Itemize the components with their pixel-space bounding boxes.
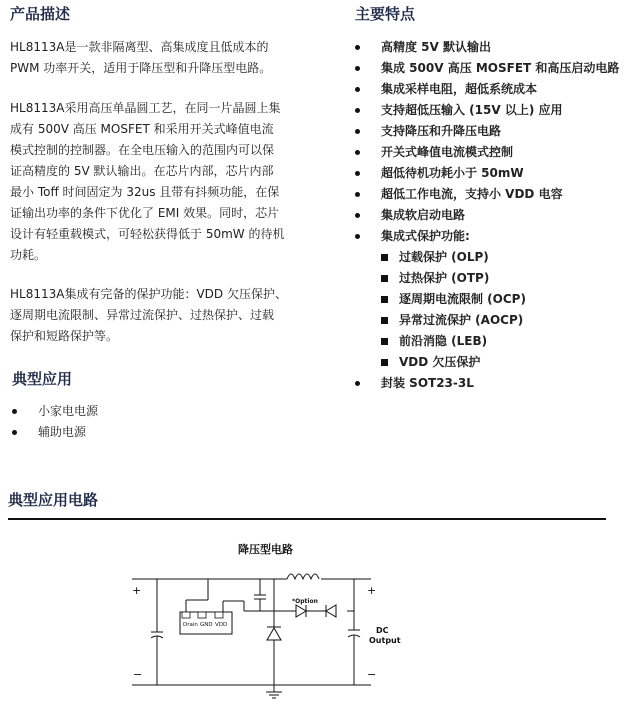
paragraph-line: 功耗。 — [10, 248, 47, 262]
applications-heading: 典型应用 — [12, 370, 73, 388]
paragraph-line: 模式控制的控制器。在全电压输入的范围内可以保 — [10, 143, 275, 157]
option-diode-icon — [296, 605, 306, 617]
pin-drain-label: Drain — [183, 622, 198, 628]
input-minus-label: − — [133, 668, 143, 681]
paragraph-line: 设计有轻重载模式，可轻松获得低于 50mW 的待机 — [10, 227, 285, 241]
input-plus-label: + — [132, 584, 142, 597]
product-description-heading: 产品描述 — [10, 5, 71, 23]
paragraph-line: 成有 500V 高压 MOSFET 和采用开关式峰值电流 — [10, 122, 274, 136]
key-features-heading: 主要特点 — [355, 5, 416, 23]
paragraph-line: 证输出功率的条件下优化了 EMI 效果。同时，芯片 — [10, 206, 280, 220]
paragraph-line: HL8113A采用高压单晶圆工艺，在同一片晶圆上集 — [10, 101, 281, 115]
paragraph-line: PWM 功率开关，适用于降压型和升降压型电路。 — [10, 61, 272, 75]
paragraph-line: 保护和短路保护等。 — [10, 329, 119, 343]
paragraph-line: HL8113A集成有完备的保护功能：VDD 欠压保护、 — [10, 287, 287, 301]
paragraph-line: 证高精度的 5V 默认输出。在芯片内部，芯片内部 — [10, 164, 274, 178]
circuit-title: 降压型电路 — [238, 543, 293, 556]
freewheel-diode-icon — [267, 628, 281, 640]
paragraph-line: 逐周期电流限制、异常过流保护、过热保护、过载 — [10, 308, 275, 322]
output-label: Output — [369, 636, 401, 645]
paragraph-line: 最小 Toff 时间固定为 32us 且带有抖频功能，在保 — [10, 185, 280, 199]
circuit-heading: 典型应用电路 — [8, 491, 99, 509]
pin-vdd-label: VDD — [215, 622, 228, 628]
output-minus-label: − — [367, 668, 377, 681]
inductor-icon — [287, 574, 319, 579]
pin-gnd-label: GND — [200, 622, 213, 628]
output-plus-label: + — [367, 584, 377, 597]
option-diode-icon — [326, 605, 336, 617]
option-label: *Option — [292, 598, 318, 605]
dc-label: DC — [376, 626, 389, 635]
paragraph-line: HL8113A是一款非隔离型、高集成度且低成本的 — [10, 40, 269, 54]
